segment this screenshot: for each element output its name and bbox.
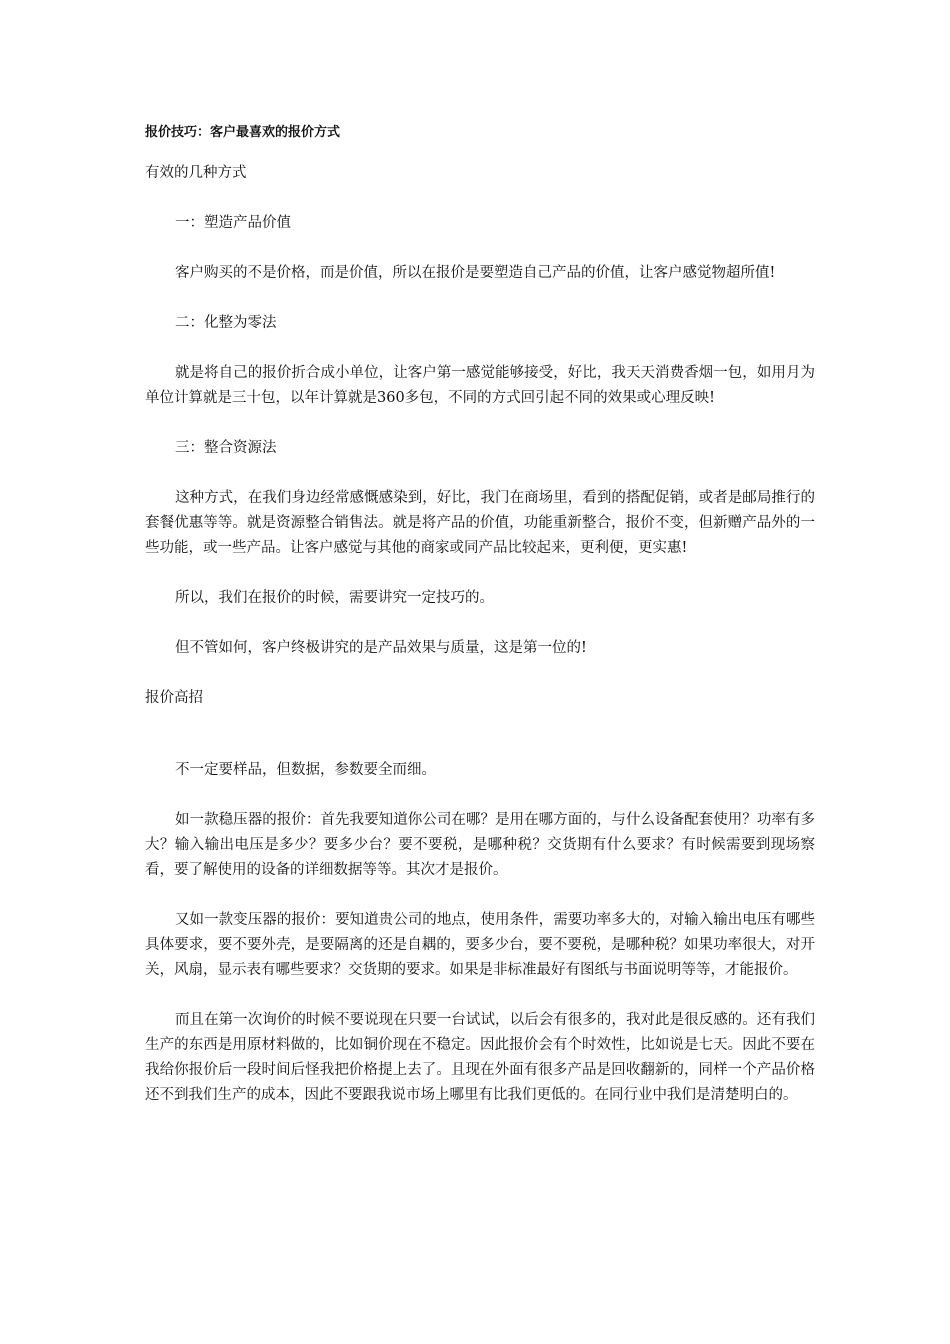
method-3-paragraph: 这种方式，在我们身边经常感慨感染到，好比，我门在商场里，看到的搭配促销，或者是邮局推行的套餐优惠等等。就是资源整合销售法。就是将产品的价值，功能重新整合，报价不变，但新赠产品外的一些功能，或一些产品。让客户感觉与其他的商家或同产品比较起来，更利便，更实惠!	[145, 490, 815, 556]
method-1-paragraph: 客户购买的不是价格，而是价值，所以在报价是要塑造自己产品的价值，让客户感觉物超所值!	[175, 265, 776, 281]
section-heading-effective-methods: 有效的几种方式	[145, 165, 247, 181]
method-2-heading: 二：化整为零法	[175, 315, 277, 331]
document-body	[145, 122, 815, 1133]
method-1-heading: 一：塑造产品价值	[175, 215, 291, 231]
tip-paragraph-3: 又如一款变压器的报价：要知道贵公司的地点，使用条件，需要功率多大的，对输入输出电压有哪些具体要求，要不要外壳，是要隔离的还是自耦的，要多少台，要不要税，是哪种税？如果功率很大，对开关，风扇，显示表有哪些要求？交货期的要求。如果是非标准最好有图纸与书面说明等等，才能报价。	[145, 912, 815, 978]
tip-paragraph-2: 如一款稳压器的报价：首先我要知道你公司在哪？是用在哪方面的，与什么设备配套使用？功率有多大？输入输出电压是多少？要多少台？要不要税，是哪种税？交货期有什么要求？有时候需要到现场察看，要了解使用的设备的详细数据等等。其次才是报价。	[145, 812, 815, 878]
method-3-heading: 三：整合资源法	[175, 440, 277, 456]
method-2-paragraph: 就是将自己的报价折合成小单位，让客户第一感觉能够接受，好比，我天天消费香烟一包，如用月为单位计算就是三十包，以年计算就是360多包，不同的方式回引起不同的效果或心理反映!	[145, 365, 815, 406]
tip-paragraph-4: 而且在第一次询价的时候不要说现在只要一台试试，以后会有很多的，我对此是很反感的。还有我们生产的东西是用原材料做的，比如铜价现在不稳定。因此报价会有个时效性，比如说是七天。因此不要在我给你报价后一段时间后怪我把价格提上去了。且现在外面有很多产品是回收翻新的，同样一个产品价格还不到我们生产的成本，因此不要跟我说市场上哪里有比我们更低的。在同行业中我们是清楚明白的。	[145, 1012, 815, 1103]
tip-paragraph-1: 不一定要样品，但数据，参数要全而细。	[175, 762, 436, 778]
summary-paragraph-2: 但不管如何，客户终极讲究的是产品效果与质量，这是第一位的!	[175, 640, 587, 656]
document-title: 报价技巧：客户最喜欢的报价方式	[145, 125, 341, 140]
summary-paragraph-1: 所以，我们在报价的时候，需要讲究一定技巧的。	[175, 590, 494, 606]
section-heading-quote-tips: 报价高招	[145, 690, 203, 706]
